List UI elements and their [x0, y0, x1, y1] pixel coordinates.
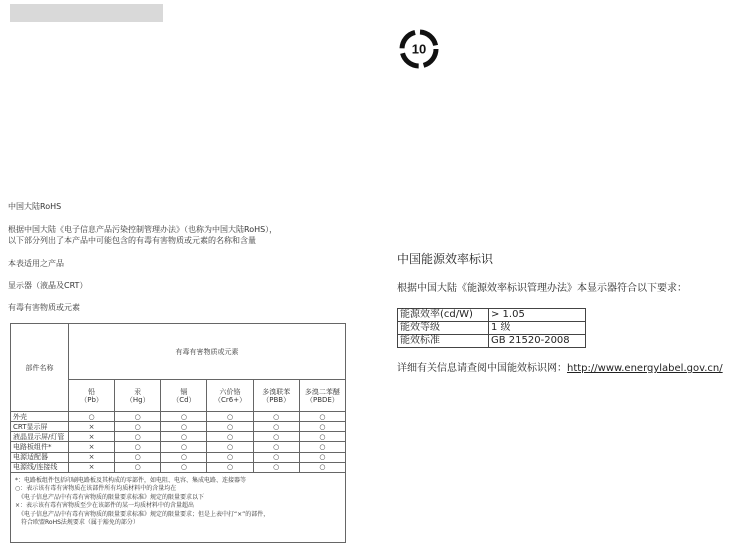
table-row	[11, 422, 346, 432]
applies-label: 本表适用之产品	[8, 259, 64, 268]
substance-mark-cell: ○	[115, 442, 161, 452]
substance-mark-cell: ○	[299, 462, 345, 472]
energy-label-description: 根据中国大陆《能源效率标识管理办法》本显示器符合以下要求：	[397, 283, 687, 294]
substance-mark-cell: ○	[115, 412, 161, 422]
part-name-cell: 电源线/连接线	[11, 462, 69, 472]
substance-mark-cell: ×	[69, 452, 115, 462]
substance-mark-cell: ○	[115, 432, 161, 442]
substance-mark-cell: ○	[161, 412, 207, 422]
table-row	[11, 432, 346, 442]
substance-mark-cell: ○	[207, 462, 253, 472]
efficiency-label: 能源效率(cd/W)	[398, 309, 489, 322]
substance-mark-cell: ○	[161, 462, 207, 472]
substance-header: 汞 （Hg）	[115, 380, 161, 412]
rohs-heading: 中国大陆RoHS	[8, 202, 62, 211]
substance-mark-cell: ○	[161, 442, 207, 452]
substance-mark-cell: ○	[161, 452, 207, 462]
table-row	[11, 462, 346, 472]
table-notes	[11, 472, 346, 542]
substance-mark-cell: ○	[69, 412, 115, 422]
note-line: 《电子信息产品中有毒有害物质的限量要求标准》规定的限量要求；但是上表中打“×”的部件，	[15, 510, 270, 518]
substance-header: 多溴联苯 （PBB）	[253, 380, 299, 412]
standard-label: 能效标准	[398, 335, 489, 348]
substance-header: 多溴二苯醚 （PBDE）	[299, 380, 345, 412]
part-name-cell: 电路板组件*	[11, 442, 69, 452]
substance-mark-cell: ×	[69, 422, 115, 432]
energy-detail-line	[397, 363, 723, 375]
substance-mark-cell: ○	[299, 452, 345, 462]
grade-label: 能效等级	[398, 322, 489, 335]
logo-number: 10	[411, 41, 427, 57]
substance-mark-cell: ○	[207, 412, 253, 422]
substance-header: 镉 （Cd）	[161, 380, 207, 412]
substance-mark-cell: ○	[253, 412, 299, 422]
standard-value: GB 21520-2008	[489, 335, 586, 348]
substance-mark-cell: ○	[299, 442, 345, 452]
efficiency-value: > 1.05	[489, 309, 586, 322]
header-placeholder-bar	[10, 4, 163, 22]
substance-mark-cell: ○	[161, 422, 207, 432]
note-line: 符合欧盟RoHS法规要求（属于豁免的部分）	[15, 519, 139, 527]
substance-group-header: 有毒有害物质或元素	[69, 324, 346, 380]
substance-mark-cell: ×	[69, 442, 115, 452]
part-name-cell: 液晶显示屏/灯管	[11, 432, 69, 442]
rohs-intro-line2: 以下部分列出了本产品中可能包含的有毒有害物质或元素的名称和含量	[8, 236, 256, 245]
note-line: ○：表示该有毒有害物质在该部件所有均质材料中的含量均在	[15, 485, 177, 493]
substance-header: 六价铬 （Cr6+）	[207, 380, 253, 412]
substance-mark-cell: ○	[207, 452, 253, 462]
substance-mark-cell: ×	[69, 432, 115, 442]
substance-mark-cell: ○	[115, 452, 161, 462]
substance-mark-cell: ○	[299, 422, 345, 432]
part-name-cell: 电源适配器	[11, 452, 69, 462]
substance-mark-cell: ○	[207, 442, 253, 452]
substance-mark-cell: ○	[161, 432, 207, 442]
standard-row	[398, 335, 586, 348]
substance-mark-cell: ○	[207, 432, 253, 442]
detail-prefix: 详细有关信息请查阅中国能效标识网：	[397, 363, 567, 374]
substance-mark-cell: ○	[253, 442, 299, 452]
substance-mark-cell: ○	[253, 462, 299, 472]
note-line: 《电子信息产品中有毒有害物质的限量要求标准》规定的限量要求以下	[15, 493, 205, 501]
epup-10-year-logo	[397, 27, 441, 71]
substance-mark-cell: ○	[115, 422, 161, 432]
table-row	[11, 442, 346, 452]
energy-efficiency-table	[397, 308, 586, 348]
energy-label-title: 中国能源效率标识	[397, 252, 494, 266]
table-caption: 有毒有害物质或元素	[8, 303, 80, 312]
substance-mark-cell: ×	[69, 462, 115, 472]
hazardous-substance-table	[10, 323, 346, 543]
substance-mark-cell: ○	[115, 462, 161, 472]
product-label: 显示器（液晶及CRT）	[8, 281, 88, 290]
grade-row	[398, 322, 586, 335]
table-row	[11, 452, 346, 462]
substance-mark-cell: ○	[207, 422, 253, 432]
rohs-intro-line1: 根据中国大陆《电子信息产品污染控制管理办法》（也称为中国大陆RoHS），	[8, 225, 278, 234]
substance-mark-cell: ○	[253, 422, 299, 432]
part-name-header: 部件名称	[11, 324, 69, 412]
efficiency-row	[398, 309, 586, 322]
note-line: ×：表示该有毒有害物质至少在该部件的某一均质材料中的含量超出	[15, 502, 195, 510]
substance-mark-cell: ○	[253, 452, 299, 462]
substance-mark-cell: ○	[299, 432, 345, 442]
substance-mark-cell: ○	[253, 432, 299, 442]
grade-value: 1 级	[489, 322, 586, 335]
part-name-cell: 外壳	[11, 412, 69, 422]
note-line: *：电路板组件包括印刷电路板及其构成的零部件，如电阻、电容、集成电路、连接器等	[15, 476, 247, 484]
energylabel-link[interactable]: http://www.energylabel.gov.cn/	[567, 363, 723, 374]
part-name-cell: CRT显示屏	[11, 422, 69, 432]
substance-header: 铅 （Pb）	[69, 380, 115, 412]
table-row	[11, 412, 346, 422]
substance-mark-cell: ○	[299, 412, 345, 422]
